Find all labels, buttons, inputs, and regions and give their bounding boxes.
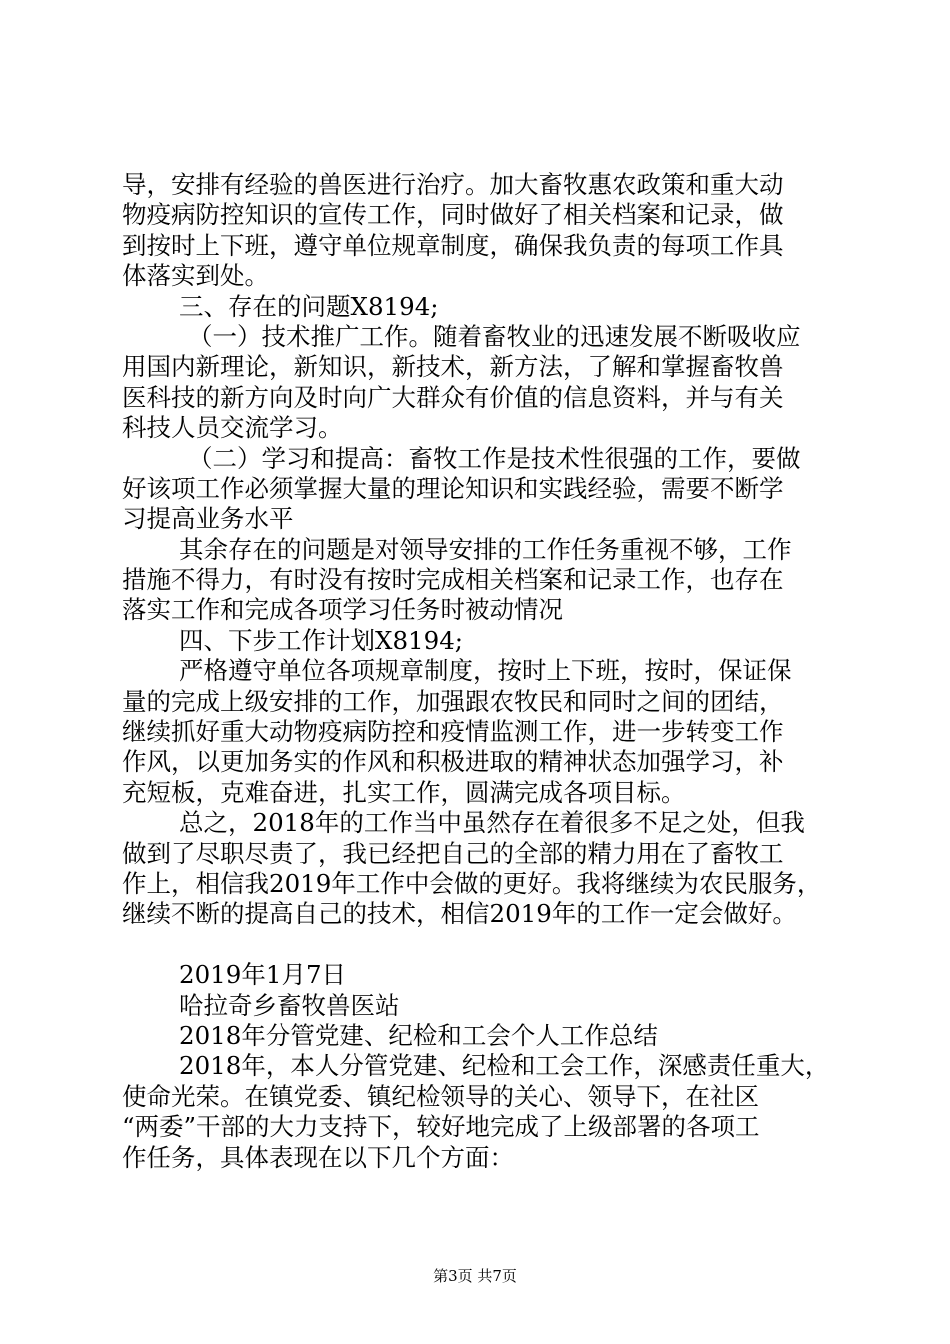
paragraph-line: 物疫病防控知识的宣传工作，同时做好了相关档案和记录，做 xyxy=(122,200,784,230)
paragraph-line: 导，安排有经验的兽医进行治疗。加大畜牧惠农政策和重大动 xyxy=(122,170,784,199)
paragraph-line: 落实工作和完成各项学习任务时被动情况 xyxy=(122,595,563,625)
page-number-footer: 第3页 共7页 xyxy=(433,1267,517,1285)
paragraph-line: 严格遵守单位各项规章制度，按时上下班，按时，保证保 xyxy=(179,656,792,686)
paragraph-line: 其余存在的问题是对领导安排的工作任务重视不够，工作 xyxy=(179,534,792,564)
paragraph-line: 作上，相信我2019年工作中会做的更好。我将继续为农民服务， xyxy=(122,868,822,898)
paragraph-line: “两委”干部的大力支持下，较好地完成了上级部署的各项工 xyxy=(122,1112,760,1142)
paragraph-line: 习提高业务水平 xyxy=(122,504,294,534)
paragraph-line: 体落实到处。 xyxy=(122,261,269,291)
document-body xyxy=(122,170,834,1173)
paragraph-line: 科技人员交流学习。 xyxy=(122,413,343,443)
date-line: 2019年1月7日 xyxy=(179,960,347,990)
section-heading: 三、存在的问题X8194; xyxy=(179,291,439,321)
paragraph-line: 做到了尽职尽责了，我已经把自己的全部的精力用在了畜牧工 xyxy=(122,838,784,868)
paragraph-line: 好该项工作必须掌握大量的理论知识和实践经验，需要不断学 xyxy=(122,473,784,503)
paragraph-line: 总之，2018年的工作当中虽然存在着很多不足之处，但我 xyxy=(179,808,805,838)
paragraph-line: 量的完成上级安排的工作，加强跟农牧民和同时之间的团结， xyxy=(122,686,784,716)
paragraph-line: 继续抓好重大动物疫病防控和疫情监测工作，进一步转变工作 xyxy=(122,717,784,747)
paragraph-line: 医科技的新方向及时向广大群众有价值的信息资料，并与有关 xyxy=(122,382,784,412)
paragraph-line: 2018年，本人分管党建、纪检和工会工作，深感责任重大， xyxy=(179,1051,830,1081)
paragraph-line: 措施不得力，有时没有按时完成相关档案和记录工作，也存在 xyxy=(122,565,784,595)
paragraph-line: 到按时上下班，遵守单位规章制度，确保我负责的每项工作具 xyxy=(122,230,784,260)
paragraph-line: 充短板，克难奋进，扎实工作，圆满完成各项目标。 xyxy=(122,777,686,807)
paragraph-line: 使命光荣。在镇党委、镇纪检领导的关心、领导下，在社区 xyxy=(122,1081,759,1111)
paragraph-line: 继续不断的提高自己的技术，相信2019年的工作一定会做好。 xyxy=(122,899,797,929)
paragraph-line: 作任务，具体表现在以下几个方面： xyxy=(122,1142,514,1172)
paragraph-line: （二）学习和提高：畜牧工作是技术性很强的工作，要做 xyxy=(188,443,801,473)
blank-line xyxy=(122,930,834,960)
paragraph-line: （一）技术推广工作。随着畜牧业的迅速发展不断吸收应 xyxy=(188,321,801,351)
paragraph-line: 作风，以更加务实的作风和积极进取的精神状态加强学习，补 xyxy=(122,747,784,777)
organization-line: 哈拉奇乡畜牧兽医站 xyxy=(179,990,400,1020)
paragraph-line: 用国内新理论，新知识，新技术，新方法，了解和掌握畜牧兽 xyxy=(122,352,784,382)
section-heading: 四、下步工作计划X8194; xyxy=(179,625,464,655)
section-title: 2018年分管党建、纪检和工会个人工作总结 xyxy=(179,1020,658,1050)
